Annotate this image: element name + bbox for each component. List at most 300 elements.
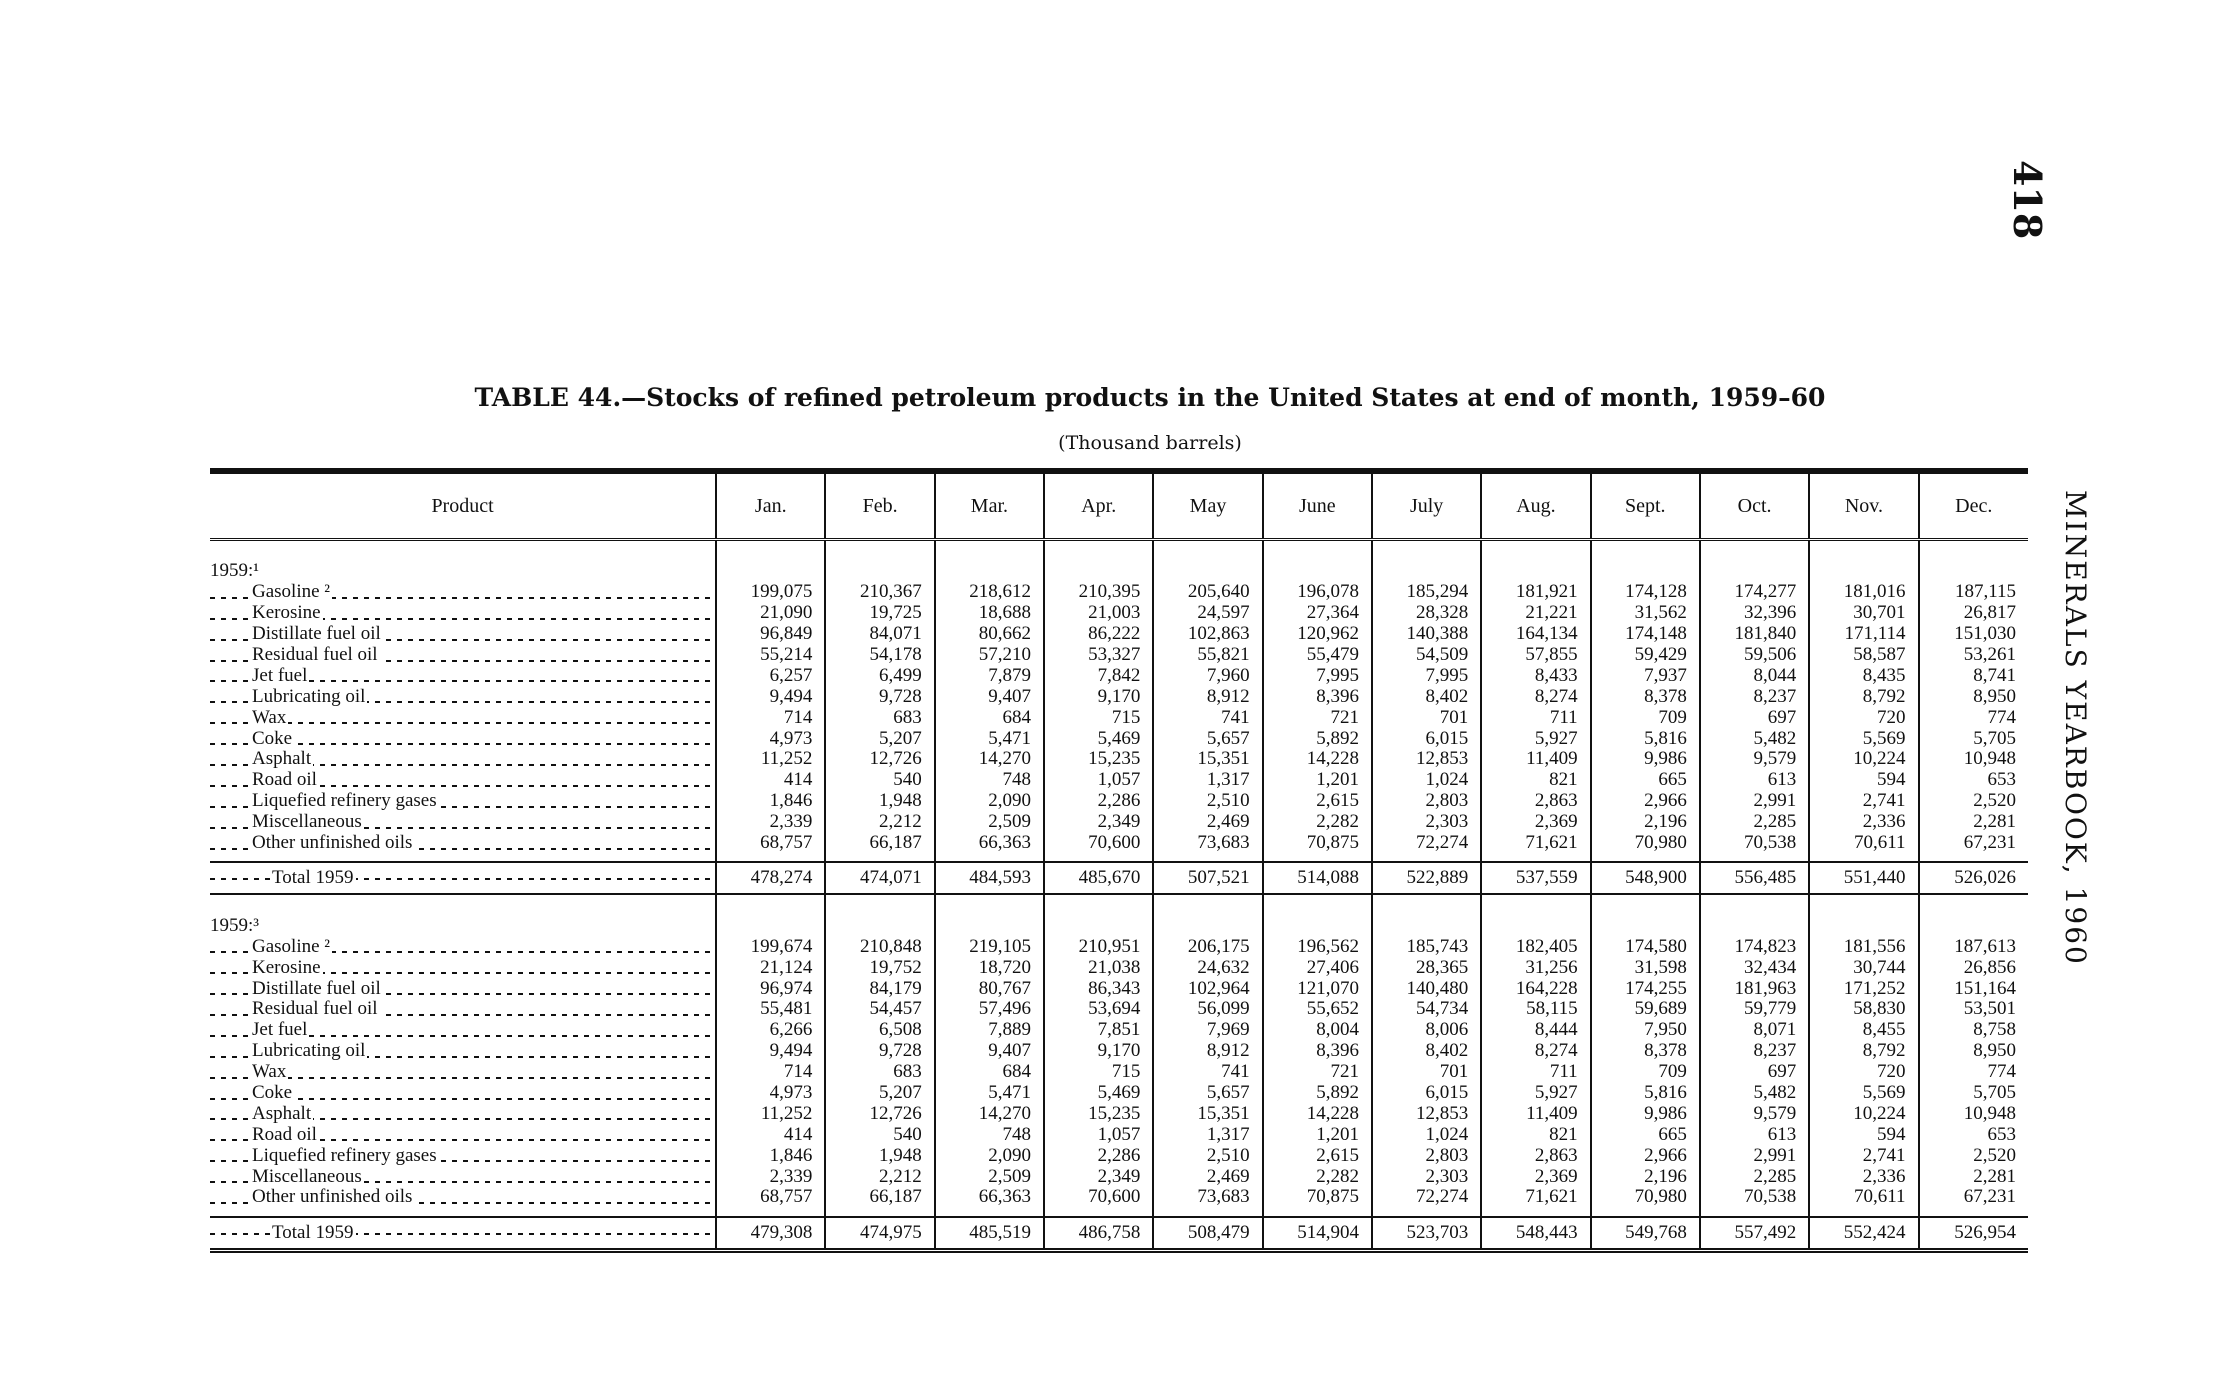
value-cell: 28,328 xyxy=(1372,603,1481,624)
value-cell: 72,274 xyxy=(1372,833,1481,854)
total-value-cell: 479,308 xyxy=(716,1217,825,1251)
value-cell: 720 xyxy=(1809,1062,1918,1083)
value-cell: 2,741 xyxy=(1809,1145,1918,1166)
value-cell: 714 xyxy=(716,707,825,728)
value-cell: 9,728 xyxy=(825,1041,934,1062)
value-cell: 151,030 xyxy=(1919,624,2028,645)
spacer-row-cell xyxy=(716,1208,825,1217)
total-value-cell: 507,521 xyxy=(1153,862,1262,894)
value-cell: 15,235 xyxy=(1044,749,1153,770)
value-cell: 9,494 xyxy=(716,1041,825,1062)
col-header-aug: Aug. xyxy=(1481,471,1590,540)
section-gap-cell xyxy=(1481,894,1590,915)
value-cell: 1,024 xyxy=(1372,1124,1481,1145)
table-row xyxy=(210,936,2028,957)
total-value-cell: 478,274 xyxy=(716,862,825,894)
value-cell: 5,207 xyxy=(825,1083,934,1104)
value-cell: 8,396 xyxy=(1263,1041,1372,1062)
total-value-cell: 548,443 xyxy=(1481,1217,1590,1251)
product-label xyxy=(210,770,716,791)
value-cell: 8,402 xyxy=(1372,1041,1481,1062)
header-row xyxy=(210,471,2028,540)
value-cell: 84,071 xyxy=(825,624,934,645)
value-cell: 55,481 xyxy=(716,999,825,1020)
section-gap-cell xyxy=(1700,540,1809,562)
value-cell: 5,471 xyxy=(935,728,1044,749)
value-cell: 54,734 xyxy=(1372,999,1481,1020)
value-cell: 57,496 xyxy=(935,999,1044,1020)
value-cell: 15,351 xyxy=(1153,1103,1262,1124)
total-value-cell: 548,900 xyxy=(1591,862,1700,894)
section-gap-cell xyxy=(825,894,934,915)
empty-cell xyxy=(1153,561,1262,582)
section-gap-cell xyxy=(1153,894,1262,915)
product-label xyxy=(210,936,716,957)
value-cell: 66,363 xyxy=(935,1187,1044,1208)
value-cell: 709 xyxy=(1591,707,1700,728)
spacer-row-cell xyxy=(935,1208,1044,1217)
value-cell: 181,963 xyxy=(1700,978,1809,999)
value-cell: 174,148 xyxy=(1591,624,1700,645)
value-cell: 721 xyxy=(1263,1062,1372,1083)
value-cell: 70,600 xyxy=(1044,833,1153,854)
section-gap-cell xyxy=(1044,540,1153,562)
empty-cell xyxy=(1044,561,1153,582)
value-cell: 613 xyxy=(1700,1124,1809,1145)
value-cell: 5,469 xyxy=(1044,1083,1153,1104)
value-cell: 2,369 xyxy=(1481,812,1590,833)
value-cell: 9,170 xyxy=(1044,686,1153,707)
table-row xyxy=(210,957,2028,978)
value-cell: 594 xyxy=(1809,1124,1918,1145)
total-value-cell: 549,768 xyxy=(1591,1217,1700,1251)
product-label-text: Miscellaneous xyxy=(252,811,362,833)
value-cell: 19,725 xyxy=(825,603,934,624)
empty-cell xyxy=(1591,915,1700,936)
value-cell: 721 xyxy=(1263,707,1372,728)
value-cell: 697 xyxy=(1700,1062,1809,1083)
empty-cell xyxy=(825,561,934,582)
value-cell: 7,937 xyxy=(1591,665,1700,686)
value-cell: 2,615 xyxy=(1263,1145,1372,1166)
value-cell: 6,508 xyxy=(825,1020,934,1041)
value-cell: 14,228 xyxy=(1263,1103,1372,1124)
value-cell: 55,214 xyxy=(716,645,825,666)
value-cell: 9,494 xyxy=(716,686,825,707)
value-cell: 7,995 xyxy=(1263,665,1372,686)
product-label-text: Coke xyxy=(252,1082,293,1104)
stocks-table xyxy=(210,468,2028,1253)
table-title: TABLE 44.—Stocks of refined petroleum products in the United States at end of month, 1959–60 xyxy=(474,383,1826,412)
product-label xyxy=(210,749,716,770)
value-cell: 5,892 xyxy=(1263,728,1372,749)
value-cell: 181,016 xyxy=(1809,582,1918,603)
value-cell: 56,099 xyxy=(1153,999,1262,1020)
table-row xyxy=(210,1103,2028,1124)
value-cell: 2,469 xyxy=(1153,1166,1262,1187)
value-cell: 151,164 xyxy=(1919,978,2028,999)
value-cell: 2,510 xyxy=(1153,791,1262,812)
total-value-cell: 537,559 xyxy=(1481,862,1590,894)
value-cell: 171,114 xyxy=(1809,624,1918,645)
value-cell: 720 xyxy=(1809,707,1918,728)
value-cell: 2,339 xyxy=(716,812,825,833)
product-label xyxy=(210,624,716,645)
table-row xyxy=(210,707,2028,728)
table-row xyxy=(210,686,2028,707)
value-cell: 1,057 xyxy=(1044,770,1153,791)
empty-cell xyxy=(1481,561,1590,582)
value-cell: 21,221 xyxy=(1481,603,1590,624)
product-label xyxy=(210,645,716,666)
value-cell: 11,252 xyxy=(716,1103,825,1124)
value-cell: 11,409 xyxy=(1481,749,1590,770)
product-label-text: Road oil xyxy=(252,1124,317,1145)
table-row xyxy=(210,978,2028,999)
product-label-text: Gasoline ² xyxy=(252,581,330,603)
value-cell: 70,875 xyxy=(1263,833,1372,854)
table-body xyxy=(210,540,2028,1251)
value-cell: 26,817 xyxy=(1919,603,2028,624)
total-value-cell: 484,593 xyxy=(935,862,1044,894)
value-cell: 31,598 xyxy=(1591,957,1700,978)
value-cell: 66,187 xyxy=(825,1187,934,1208)
value-cell: 58,587 xyxy=(1809,645,1918,666)
value-cell: 8,950 xyxy=(1919,686,2028,707)
value-cell: 715 xyxy=(1044,1062,1153,1083)
product-label xyxy=(210,686,716,707)
product-label-text: Road oil xyxy=(252,769,317,791)
empty-cell xyxy=(1700,561,1809,582)
spacer-row xyxy=(210,1208,2028,1217)
product-label xyxy=(210,1020,716,1041)
empty-cell xyxy=(1700,915,1809,936)
value-cell: 821 xyxy=(1481,770,1590,791)
value-cell: 12,726 xyxy=(825,749,934,770)
value-cell: 8,758 xyxy=(1919,1020,2028,1041)
section-gap-cell xyxy=(1591,540,1700,562)
value-cell: 53,327 xyxy=(1044,645,1153,666)
section-gap-cell xyxy=(935,894,1044,915)
value-cell: 206,175 xyxy=(1153,936,1262,957)
value-cell: 196,078 xyxy=(1263,582,1372,603)
product-label-text: Liquefied refinery gases xyxy=(252,1145,437,1166)
value-cell: 10,224 xyxy=(1809,749,1918,770)
value-cell: 8,741 xyxy=(1919,665,2028,686)
section-gap xyxy=(210,894,2028,915)
value-cell: 697 xyxy=(1700,707,1809,728)
value-cell: 2,286 xyxy=(1044,791,1153,812)
section-year-label: 1959:³ xyxy=(210,915,259,936)
total-label-text: Total 1959 xyxy=(272,867,354,889)
value-cell: 12,853 xyxy=(1372,1103,1481,1124)
spacer-row-cell xyxy=(210,853,716,862)
total-label xyxy=(210,862,716,894)
total-value-cell: 526,954 xyxy=(1919,1217,2028,1251)
col-header-product: Product xyxy=(210,471,716,540)
empty-cell xyxy=(1809,915,1918,936)
value-cell: 14,270 xyxy=(935,1103,1044,1124)
value-cell: 55,652 xyxy=(1263,999,1372,1020)
table-row xyxy=(210,812,2028,833)
value-cell: 2,336 xyxy=(1809,812,1918,833)
section-gap-cell xyxy=(1591,894,1700,915)
empty-cell xyxy=(1372,561,1481,582)
table-row xyxy=(210,833,2028,854)
empty-cell xyxy=(1263,561,1372,582)
table-row xyxy=(210,1062,2028,1083)
value-cell: 102,863 xyxy=(1153,624,1262,645)
value-cell: 5,816 xyxy=(1591,728,1700,749)
value-cell: 2,510 xyxy=(1153,1145,1262,1166)
product-label xyxy=(210,1124,716,1145)
value-cell: 1,201 xyxy=(1263,770,1372,791)
value-cell: 9,407 xyxy=(935,1041,1044,1062)
product-label xyxy=(210,978,716,999)
value-cell: 140,480 xyxy=(1372,978,1481,999)
value-cell: 86,343 xyxy=(1044,978,1153,999)
empty-cell xyxy=(1919,561,2028,582)
value-cell: 5,207 xyxy=(825,728,934,749)
value-cell: 210,367 xyxy=(825,582,934,603)
spacer-row-cell xyxy=(1263,853,1372,862)
value-cell: 102,964 xyxy=(1153,978,1262,999)
total-value-cell: 486,758 xyxy=(1044,1217,1153,1251)
value-cell: 6,499 xyxy=(825,665,934,686)
table-row xyxy=(210,1145,2028,1166)
value-cell: 5,469 xyxy=(1044,728,1153,749)
section-gap-cell xyxy=(716,894,825,915)
product-label-text: Miscellaneous xyxy=(252,1166,362,1187)
table-subtitle: (Thousand barrels) xyxy=(1058,432,1242,454)
value-cell: 1,317 xyxy=(1153,770,1262,791)
value-cell: 70,611 xyxy=(1809,1187,1918,1208)
value-cell: 210,848 xyxy=(825,936,934,957)
empty-cell xyxy=(1153,915,1262,936)
value-cell: 5,657 xyxy=(1153,728,1262,749)
spacer-row-cell xyxy=(1700,853,1809,862)
empty-cell xyxy=(935,561,1044,582)
value-cell: 8,378 xyxy=(1591,1041,1700,1062)
col-header-dec: Dec. xyxy=(1919,471,2028,540)
empty-cell xyxy=(1591,561,1700,582)
value-cell: 9,579 xyxy=(1700,1103,1809,1124)
value-cell: 8,004 xyxy=(1263,1020,1372,1041)
value-cell: 58,115 xyxy=(1481,999,1590,1020)
total-value-cell: 485,670 xyxy=(1044,862,1153,894)
value-cell: 683 xyxy=(825,707,934,728)
value-cell: 1,846 xyxy=(716,791,825,812)
section-gap-cell xyxy=(716,540,825,562)
value-cell: 7,960 xyxy=(1153,665,1262,686)
spacer-row-cell xyxy=(1591,1208,1700,1217)
value-cell: 2,803 xyxy=(1372,791,1481,812)
value-cell: 414 xyxy=(716,770,825,791)
value-cell: 1,024 xyxy=(1372,770,1481,791)
value-cell: 67,231 xyxy=(1919,1187,2028,1208)
total-value-cell: 474,975 xyxy=(825,1217,934,1251)
value-cell: 66,363 xyxy=(935,833,1044,854)
value-cell: 57,210 xyxy=(935,645,1044,666)
value-cell: 2,991 xyxy=(1700,791,1809,812)
section-gap-cell xyxy=(1263,540,1372,562)
value-cell: 714 xyxy=(716,1062,825,1083)
value-cell: 653 xyxy=(1919,770,2028,791)
value-cell: 9,407 xyxy=(935,686,1044,707)
value-cell: 15,235 xyxy=(1044,1103,1153,1124)
section-heading-row xyxy=(210,915,2028,936)
total-value-cell: 526,026 xyxy=(1919,862,2028,894)
value-cell: 96,849 xyxy=(716,624,825,645)
value-cell: 8,444 xyxy=(1481,1020,1590,1041)
product-label xyxy=(210,728,716,749)
spacer-row-cell xyxy=(1700,1208,1809,1217)
section-gap-cell xyxy=(1153,540,1262,562)
value-cell: 2,339 xyxy=(716,1166,825,1187)
value-cell: 8,435 xyxy=(1809,665,1918,686)
spacer-row-cell xyxy=(1809,1208,1918,1217)
value-cell: 199,075 xyxy=(716,582,825,603)
value-cell: 31,562 xyxy=(1591,603,1700,624)
product-label xyxy=(210,1083,716,1104)
value-cell: 205,640 xyxy=(1153,582,1262,603)
value-cell: 86,222 xyxy=(1044,624,1153,645)
value-cell: 80,767 xyxy=(935,978,1044,999)
value-cell: 8,274 xyxy=(1481,1041,1590,1062)
value-cell: 19,752 xyxy=(825,957,934,978)
spacer-row-cell xyxy=(825,1208,934,1217)
col-header-oct: Oct. xyxy=(1700,471,1809,540)
value-cell: 11,252 xyxy=(716,749,825,770)
value-cell: 684 xyxy=(935,1062,1044,1083)
spacer-row-cell xyxy=(1591,853,1700,862)
value-cell: 121,070 xyxy=(1263,978,1372,999)
value-cell: 711 xyxy=(1481,1062,1590,1083)
col-header-jan: Jan. xyxy=(716,471,825,540)
value-cell: 31,256 xyxy=(1481,957,1590,978)
section-gap-cell xyxy=(1263,894,1372,915)
product-label xyxy=(210,812,716,833)
value-cell: 84,179 xyxy=(825,978,934,999)
value-cell: 748 xyxy=(935,1124,1044,1145)
product-label xyxy=(210,582,716,603)
table-row xyxy=(210,749,2028,770)
value-cell: 72,274 xyxy=(1372,1187,1481,1208)
value-cell: 70,875 xyxy=(1263,1187,1372,1208)
value-cell: 2,520 xyxy=(1919,1145,2028,1166)
value-cell: 2,286 xyxy=(1044,1145,1153,1166)
product-label-text: Distillate fuel oil xyxy=(252,978,381,999)
table-row xyxy=(210,603,2028,624)
value-cell: 1,948 xyxy=(825,1145,934,1166)
value-cell: 2,615 xyxy=(1263,791,1372,812)
value-cell: 2,090 xyxy=(935,791,1044,812)
table-row xyxy=(210,999,2028,1020)
total-value-cell: 514,088 xyxy=(1263,862,1372,894)
spacer-row-cell xyxy=(1481,853,1590,862)
value-cell: 70,611 xyxy=(1809,833,1918,854)
value-cell: 8,402 xyxy=(1372,686,1481,707)
value-cell: 6,015 xyxy=(1372,1083,1481,1104)
value-cell: 9,986 xyxy=(1591,749,1700,770)
product-label xyxy=(210,791,716,812)
product-label xyxy=(210,707,716,728)
value-cell: 14,228 xyxy=(1263,749,1372,770)
value-cell: 219,105 xyxy=(935,936,1044,957)
product-label xyxy=(210,999,716,1020)
spacer-row-cell xyxy=(210,1208,716,1217)
value-cell: 5,482 xyxy=(1700,728,1809,749)
running-head: MINERALS YEARBOOK, 1960 xyxy=(2059,490,2092,966)
section-gap-cell xyxy=(935,540,1044,562)
empty-cell xyxy=(1044,915,1153,936)
value-cell: 53,501 xyxy=(1919,999,2028,1020)
product-label-text: Coke xyxy=(252,728,293,749)
table-row xyxy=(210,582,2028,603)
value-cell: 1,057 xyxy=(1044,1124,1153,1145)
page-number: 418 xyxy=(2005,160,2050,240)
value-cell: 2,212 xyxy=(825,1166,934,1187)
value-cell: 2,966 xyxy=(1591,791,1700,812)
value-cell: 57,855 xyxy=(1481,645,1590,666)
value-cell: 701 xyxy=(1372,707,1481,728)
value-cell: 96,974 xyxy=(716,978,825,999)
value-cell: 1,846 xyxy=(716,1145,825,1166)
value-cell: 6,266 xyxy=(716,1020,825,1041)
value-cell: 185,743 xyxy=(1372,936,1481,957)
value-cell: 54,509 xyxy=(1372,645,1481,666)
spacer-row-cell xyxy=(1153,1208,1262,1217)
value-cell: 24,597 xyxy=(1153,603,1262,624)
value-cell: 748 xyxy=(935,770,1044,791)
col-header-may: May xyxy=(1153,471,1262,540)
table-row xyxy=(210,728,2028,749)
value-cell: 70,980 xyxy=(1591,833,1700,854)
value-cell: 218,612 xyxy=(935,582,1044,603)
product-label-text: Wax xyxy=(252,707,287,728)
product-label-text: Lubricating oil xyxy=(252,686,366,707)
col-header-apr: Apr. xyxy=(1044,471,1153,540)
total-value-cell: 485,519 xyxy=(935,1217,1044,1251)
value-cell: 59,429 xyxy=(1591,645,1700,666)
value-cell: 10,948 xyxy=(1919,749,2028,770)
value-cell: 683 xyxy=(825,1062,934,1083)
col-header-nov: Nov. xyxy=(1809,471,1918,540)
value-cell: 174,255 xyxy=(1591,978,1700,999)
table-row xyxy=(210,665,2028,686)
value-cell: 73,683 xyxy=(1153,833,1262,854)
value-cell: 2,863 xyxy=(1481,1145,1590,1166)
total-value-cell: 522,889 xyxy=(1372,862,1481,894)
total-label xyxy=(210,1217,716,1251)
value-cell: 8,912 xyxy=(1153,686,1262,707)
value-cell: 2,212 xyxy=(825,812,934,833)
value-cell: 2,285 xyxy=(1700,1166,1809,1187)
value-cell: 53,261 xyxy=(1919,645,2028,666)
total-value-cell: 556,485 xyxy=(1700,862,1809,894)
value-cell: 741 xyxy=(1153,1062,1262,1083)
value-cell: 174,128 xyxy=(1591,582,1700,603)
product-label-text: Distillate fuel oil xyxy=(252,623,381,645)
col-header-feb: Feb. xyxy=(825,471,934,540)
value-cell: 196,562 xyxy=(1263,936,1372,957)
value-cell: 5,892 xyxy=(1263,1083,1372,1104)
value-cell: 32,434 xyxy=(1700,957,1809,978)
section-gap-cell xyxy=(1372,540,1481,562)
value-cell: 653 xyxy=(1919,1124,2028,1145)
value-cell: 210,395 xyxy=(1044,582,1153,603)
value-cell: 2,469 xyxy=(1153,812,1262,833)
